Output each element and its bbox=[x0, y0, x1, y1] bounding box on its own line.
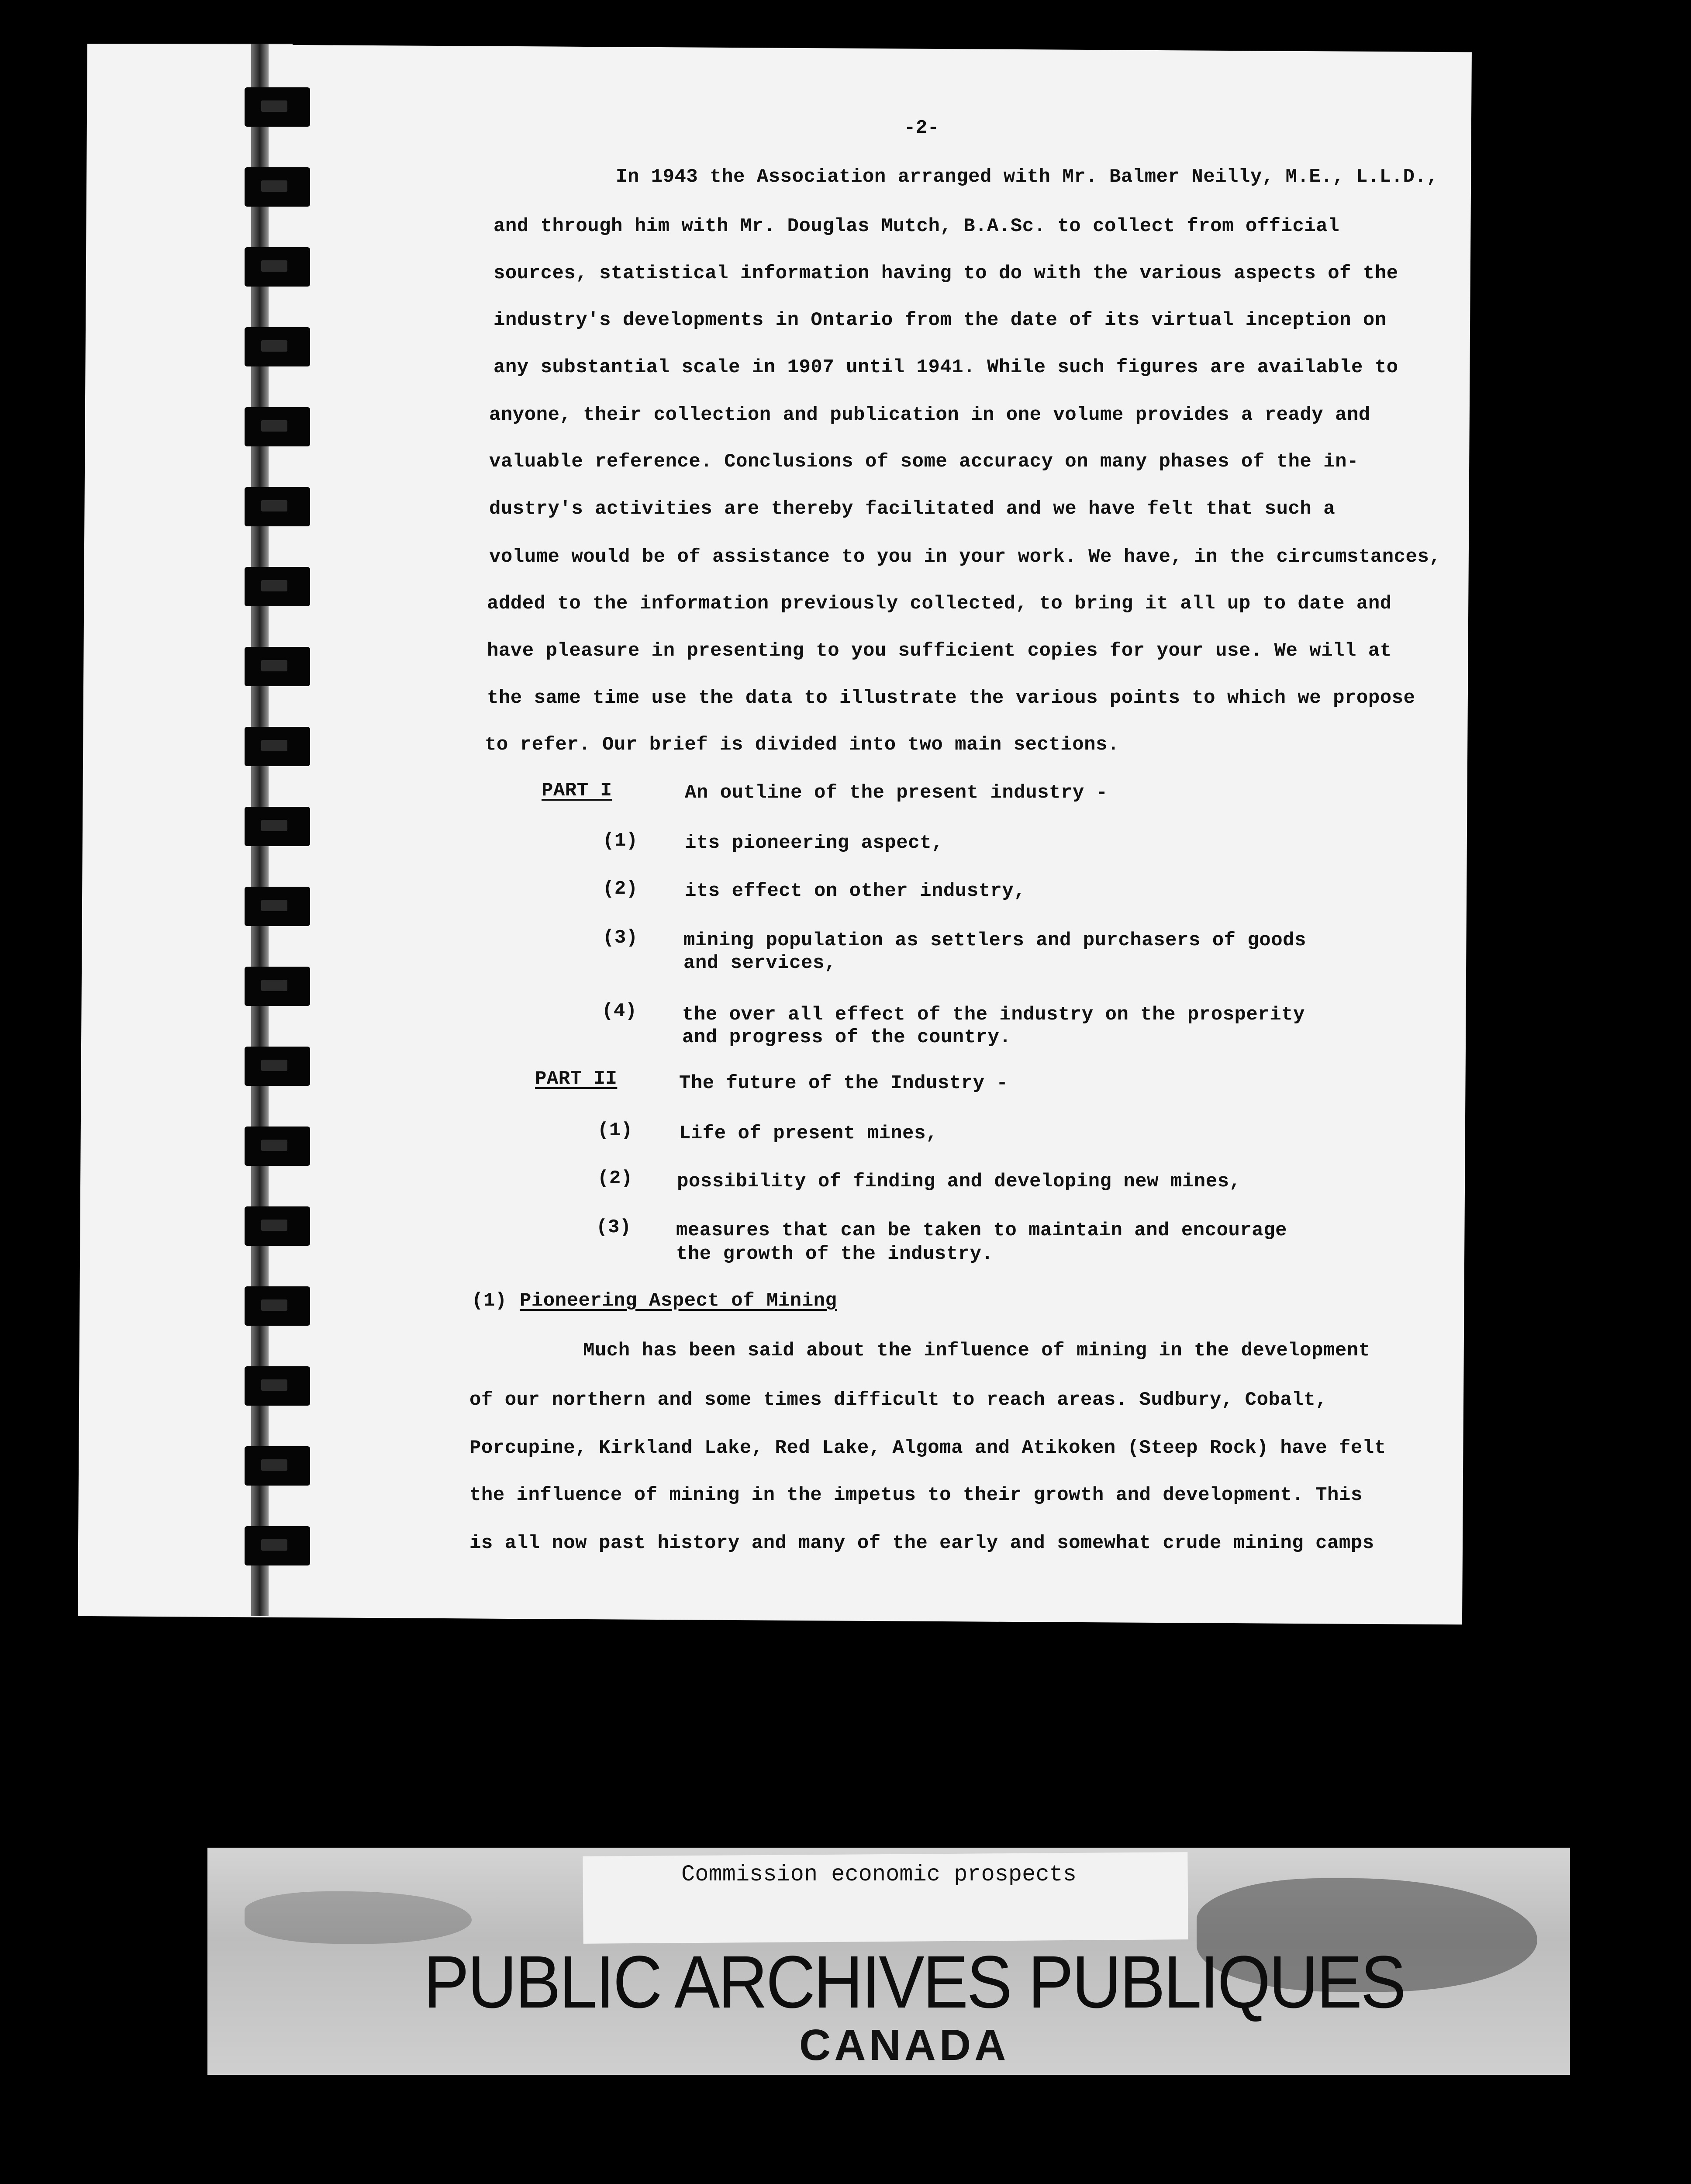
list-item: mining population as settlers and purchasers of goods bbox=[683, 930, 1306, 951]
list-number: (4) bbox=[602, 1000, 637, 1022]
catalog-note: Commission economic prospects bbox=[681, 1862, 1077, 1887]
paragraph-line: added to the information previously collected, to bring it all up to date and bbox=[487, 593, 1392, 615]
list-item: Life of present mines, bbox=[679, 1123, 938, 1144]
paragraph-line: the influence of mining in the impetus to their growth and development. This bbox=[469, 1484, 1363, 1506]
list-number: (2) bbox=[603, 878, 638, 900]
binding-ring bbox=[245, 407, 310, 446]
section-heading: Pioneering Aspect of Mining bbox=[520, 1290, 837, 1312]
paragraph-line: volume would be of assistance to you in your work. We have, in the circumstances, bbox=[489, 546, 1441, 568]
list-item: its pioneering aspect, bbox=[685, 832, 943, 854]
binding-ring bbox=[245, 327, 310, 366]
paragraph-line: In 1943 the Association arranged with Mr. Balmer Neilly, M.E., L.L.D., bbox=[616, 166, 1439, 188]
list-item: measures that can be taken to maintain and encourage bbox=[676, 1220, 1287, 1241]
paragraph-line: Porcupine, Kirkland Lake, Red Lake, Algoma and Atikoken (Steep Rock) have felt bbox=[469, 1437, 1386, 1459]
binding-ring bbox=[245, 1047, 310, 1086]
binding-ring bbox=[245, 887, 310, 926]
list-number: (2) bbox=[597, 1168, 633, 1189]
binding-ring bbox=[245, 967, 310, 1006]
binding-ring bbox=[245, 1446, 310, 1486]
binding-ring bbox=[245, 567, 310, 606]
binding-ring bbox=[245, 1526, 310, 1565]
paragraph-line: valuable reference. Conclusions of some accuracy on many phases of the in- bbox=[489, 451, 1359, 473]
binding-ring bbox=[245, 1366, 310, 1406]
paragraph-line: Much has been said about the influence of mining in the development bbox=[583, 1340, 1370, 1362]
binding-ring bbox=[245, 1206, 310, 1246]
paragraph-line: the same time use the data to illustrate the various points to which we propose bbox=[487, 687, 1415, 709]
part-two-title: The future of the Industry - bbox=[679, 1072, 1008, 1094]
list-item: the over all effect of the industry on the prosperity bbox=[682, 1004, 1305, 1026]
paragraph-line: to refer. Our brief is divided into two main sections. bbox=[485, 734, 1119, 756]
part-one-heading: PART I bbox=[542, 780, 612, 802]
part-two-heading: PART II bbox=[535, 1068, 618, 1090]
paragraph-line: and through him with Mr. Douglas Mutch, B.A.Sc. to collect from official bbox=[493, 215, 1340, 237]
list-item-continued: and progress of the country. bbox=[682, 1026, 1011, 1048]
paragraph-line: anyone, their collection and publication in one volume provides a ready and bbox=[489, 404, 1370, 426]
archive-stamp-country: CANADA bbox=[799, 2021, 1010, 2070]
section-number: (1) bbox=[472, 1290, 507, 1312]
binding-ring bbox=[245, 247, 310, 287]
paragraph-line: any substantial scale in 1907 until 1941. While such figures are available to bbox=[493, 356, 1398, 378]
list-item-continued: the growth of the industry. bbox=[676, 1243, 994, 1265]
paragraph-line: of our northern and some times difficult to reach areas. Sudbury, Cobalt, bbox=[469, 1389, 1328, 1411]
paragraph-line: dustry's activities are thereby facilitated and we have felt that such a bbox=[489, 498, 1336, 520]
binding-ring bbox=[245, 647, 310, 686]
binding-ring bbox=[245, 1127, 310, 1166]
binding-ring bbox=[245, 727, 310, 766]
list-number: (1) bbox=[597, 1120, 633, 1141]
binding-ring bbox=[245, 807, 310, 846]
binding-ring bbox=[245, 487, 310, 526]
archive-stamp-title: PUBLIC ARCHIVES PUBLIQUES bbox=[424, 1941, 1405, 2024]
list-number: (1) bbox=[603, 830, 638, 852]
binding-ring bbox=[245, 87, 310, 127]
list-number: (3) bbox=[596, 1216, 632, 1238]
binding-ring bbox=[245, 1286, 310, 1326]
page-number: -2- bbox=[904, 117, 939, 139]
paragraph-line: is all now past history and many of the early and somewhat crude mining camps bbox=[469, 1532, 1374, 1554]
list-item: possibility of finding and developing new mines, bbox=[677, 1171, 1241, 1192]
paragraph-line: sources, statistical information having to do with the various aspects of the bbox=[493, 263, 1398, 284]
list-number: (3) bbox=[603, 927, 638, 949]
paragraph-line: have pleasure in presenting to you sufficient copies for your use. We will at bbox=[487, 640, 1392, 662]
paragraph-line: industry's developments in Ontario from the date of its virtual inception on bbox=[493, 309, 1387, 331]
binding-ring bbox=[245, 167, 310, 207]
list-item-continued: and services, bbox=[683, 952, 836, 974]
list-item: its effect on other industry, bbox=[685, 880, 1026, 902]
part-one-title: An outline of the present industry - bbox=[685, 782, 1108, 804]
